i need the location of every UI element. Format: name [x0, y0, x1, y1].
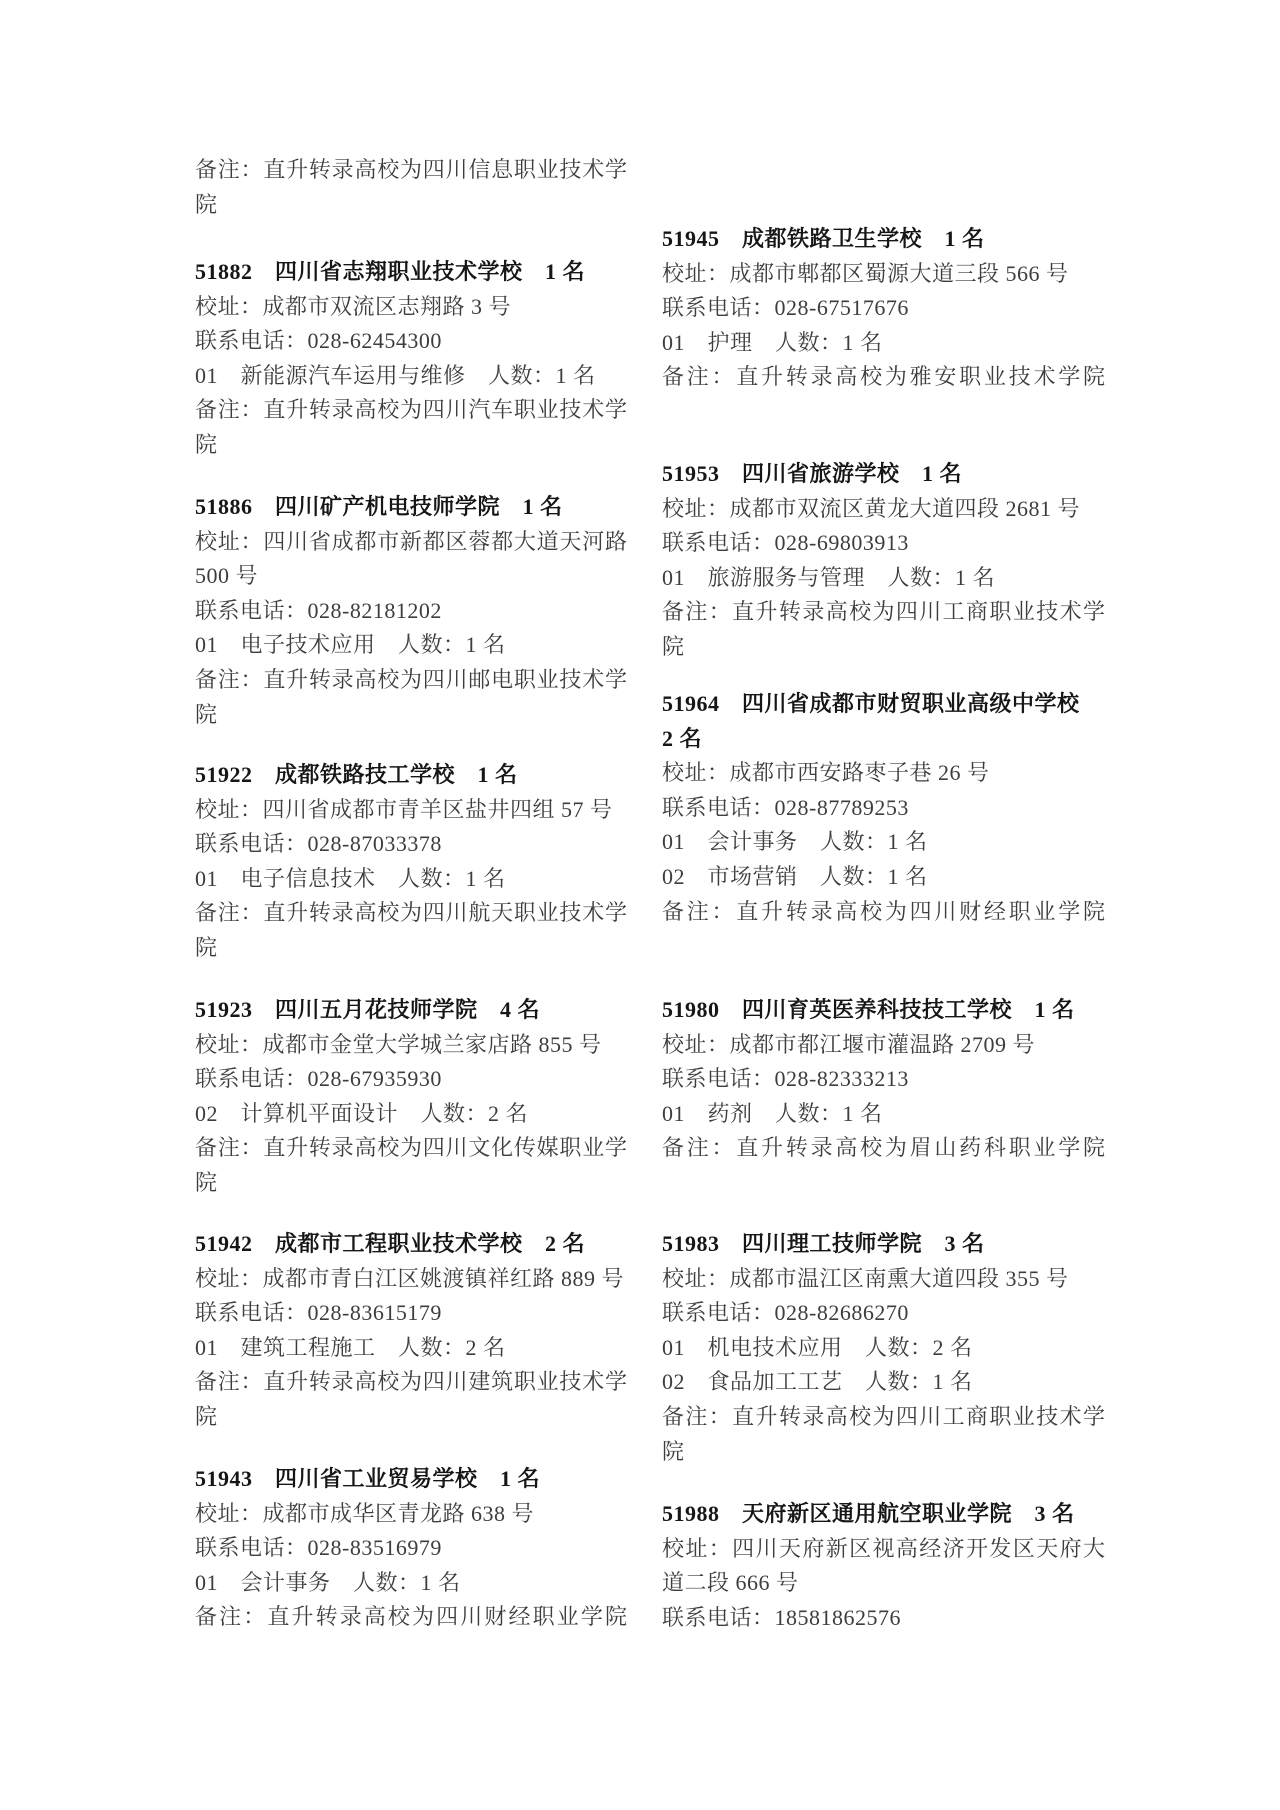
- text-line: 联系电话：028-67517676: [662, 295, 909, 321]
- text-line: 备注：直升转录高校为四川财经职业学院: [662, 898, 1105, 924]
- text-line: 校址：成都市双流区黄龙大道四段 2681 号: [662, 495, 1081, 521]
- text-line: 联系电话：028-87033378: [195, 831, 442, 857]
- text-line: 校址：四川省成都市青羊区盐井四组 57 号: [195, 796, 613, 822]
- text-line: 院: [195, 191, 218, 217]
- school-block: [195, 153, 627, 222]
- text-line: 01 电子技术应用 人数：1 名: [195, 632, 506, 658]
- text-line: 联系电话：028-82686270: [662, 1300, 909, 1326]
- text-line: 备注：直升转录高校为眉山药科职业学院: [662, 1135, 1105, 1161]
- text-line: 联系电话：028-67935930: [195, 1066, 442, 1092]
- text-line: 校址：成都市西安路枣子巷 26 号: [662, 760, 990, 786]
- school-block: [662, 457, 1105, 665]
- text-line: 联系电话：028-82181202: [195, 597, 442, 623]
- school-block: [662, 222, 1105, 395]
- school-heading: 51882 四川省志翔职业技术学校 1 名: [195, 259, 586, 284]
- school-heading: 51922 成都铁路技工学校 1 名: [195, 762, 518, 787]
- text-line: 院: [662, 633, 685, 659]
- left-column: [195, 0, 627, 1810]
- text-line: 院: [195, 701, 218, 727]
- school-heading: 51942 成都市工程职业技术学校 2 名: [195, 1231, 586, 1256]
- text-line: 02 食品加工工艺 人数：1 名: [662, 1369, 973, 1395]
- school-block: [662, 993, 1105, 1166]
- school-block: [195, 490, 627, 732]
- school-block: [662, 687, 1105, 929]
- text-line: 500 号: [195, 563, 259, 589]
- text-line: 校址：成都市双流区志翔路 3 号: [195, 293, 512, 319]
- text-line: 校址：成都市都江堰市灌温路 2709 号: [662, 1031, 1036, 1057]
- school-block: [195, 758, 627, 966]
- school-block: [195, 1227, 627, 1435]
- text-line: 01 旅游服务与管理 人数：1 名: [662, 564, 996, 590]
- text-line: 01 药剂 人数：1 名: [662, 1100, 883, 1126]
- text-line: 道二段 666 号: [662, 1570, 799, 1596]
- school-heading: 51886 四川矿产机电技师学院 1 名: [195, 494, 563, 519]
- text-line: 校址：成都市金堂大学城兰家店路 855 号: [195, 1031, 602, 1057]
- text-line: 校址：成都市成华区青龙路 638 号: [195, 1500, 535, 1526]
- text-line: 联系电话：18581862576: [662, 1604, 902, 1630]
- text-line: 校址：成都市温江区南熏大道四段 355 号: [662, 1265, 1069, 1291]
- school-heading: 2 名: [662, 725, 703, 751]
- text-line: 02 计算机平面设计 人数：2 名: [195, 1100, 529, 1126]
- text-line: 备注：直升转录高校为四川工商职业技术学: [662, 599, 1105, 625]
- school-heading: 51980 四川育英医养科技技工学校 1 名: [662, 997, 1075, 1022]
- school-block: [195, 255, 627, 463]
- school-heading: 51983 四川理工技师学院 3 名: [662, 1231, 985, 1256]
- school-heading: 51988 天府新区通用航空职业学院 3 名: [662, 1501, 1075, 1526]
- text-line: 备注：直升转录高校为四川建筑职业技术学: [195, 1369, 627, 1395]
- text-line: 01 新能源汽车运用与维修 人数：1 名: [195, 362, 596, 388]
- text-line: 备注：直升转录高校为四川航天职业技术学: [195, 900, 627, 926]
- text-line: 联系电话：028-87789253: [662, 794, 909, 820]
- text-line: 01 护理 人数：1 名: [662, 329, 883, 355]
- text-line: 备注：直升转录高校为四川信息职业技术学: [195, 157, 627, 182]
- school-block: [195, 1462, 627, 1635]
- school-heading: 51923 四川五月花技师学院 4 名: [195, 997, 541, 1022]
- text-line: 联系电话：028-82333213: [662, 1066, 909, 1092]
- text-line: 备注：直升转录高校为四川邮电职业技术学: [195, 666, 627, 692]
- text-line: 02 市场营销 人数：1 名: [662, 863, 928, 889]
- text-line: 备注：直升转录高校为四川工商职业技术学: [662, 1403, 1105, 1429]
- text-line: 院: [195, 1169, 218, 1195]
- school-heading: 51943 四川省工业贸易学校 1 名: [195, 1466, 541, 1491]
- text-line: 校址：成都市郫都区蜀源大道三段 566 号: [662, 260, 1069, 286]
- text-line: 院: [662, 1438, 685, 1464]
- text-line: 校址：四川天府新区视高经济开发区天府大: [662, 1535, 1105, 1561]
- text-line: 院: [195, 934, 218, 960]
- text-line: 备注：直升转录高校为四川财经职业学院: [195, 1604, 627, 1630]
- text-line: 联系电话：028-83516979: [195, 1535, 442, 1561]
- text-line: 01 电子信息技术 人数：1 名: [195, 865, 506, 891]
- text-line: 01 机电技术应用 人数：2 名: [662, 1334, 973, 1360]
- text-line: 联系电话：028-69803913: [662, 530, 909, 556]
- text-line: 联系电话：028-83615179: [195, 1300, 442, 1326]
- text-line: 备注：直升转录高校为四川汽车职业技术学: [195, 397, 627, 423]
- text-line: 校址：成都市青白江区姚渡镇祥红路 889 号: [195, 1265, 625, 1291]
- text-line: 备注：直升转录高校为四川文化传媒职业学: [195, 1135, 627, 1161]
- text-line: 校址：四川省成都市新都区蓉都大道天河路: [195, 528, 627, 554]
- text-line: 01 建筑工程施工 人数：2 名: [195, 1334, 506, 1360]
- school-block: [662, 1497, 1105, 1635]
- school-heading: 51945 成都铁路卫生学校 1 名: [662, 226, 985, 251]
- text-line: 联系电话：028-62454300: [195, 328, 442, 354]
- right-column: [662, 0, 1105, 1810]
- text-line: 院: [195, 1403, 218, 1429]
- school-heading: 51953 四川省旅游学校 1 名: [662, 461, 963, 486]
- text-line: 备注：直升转录高校为雅安职业技术学院: [662, 364, 1105, 390]
- school-block: [662, 1227, 1105, 1469]
- school-heading: 51964 四川省成都市财贸职业高级中学校: [662, 691, 1080, 716]
- text-line: 01 会计事务 人数：1 名: [662, 829, 928, 855]
- school-block: [195, 993, 627, 1201]
- text-line: 院: [195, 431, 218, 457]
- text-line: 01 会计事务 人数：1 名: [195, 1569, 461, 1595]
